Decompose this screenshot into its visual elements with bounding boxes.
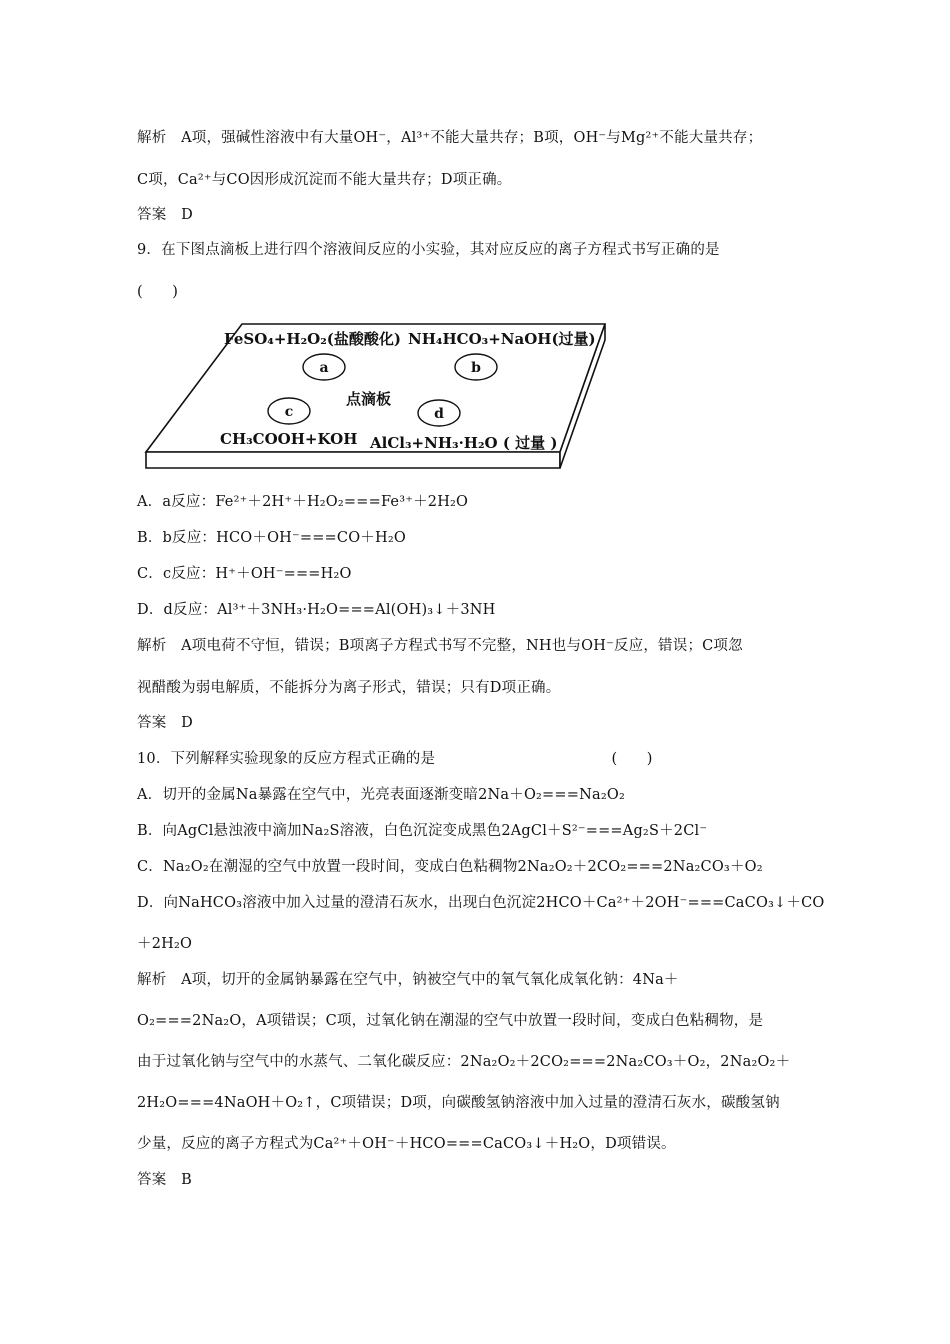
well-a-label: a xyxy=(319,360,329,376)
line-9: D．d反应：Al³⁺＋3NH₃·H₂O===Al(OH)₃↓＋3NH xyxy=(137,602,496,618)
line-16: C．Na₂O₂在潮湿的空气中放置一段时间，变成白色粘稠物2Na₂O₂＋2CO₂===2Na₂CO₃＋O₂ xyxy=(137,859,763,875)
line-5: ( ) xyxy=(137,284,179,300)
label-center: 点滴板 xyxy=(346,390,392,408)
line-15: B．向AgCl悬浊液中滴加Na₂S溶液，白色沉淀变成黑色2AgCl＋S²⁻===Ag₂S＋2Cl⁻ xyxy=(137,823,708,839)
line-11: 视醋酸为弱电解质，不能拆分为离子形式，错误；只有D项正确。 xyxy=(137,680,561,696)
label-top-right: NH₄HCO₃+NaOH(过量) xyxy=(408,330,596,348)
line-3: 答案 D xyxy=(137,207,193,223)
line-12: 答案 D xyxy=(137,715,193,731)
line-8: C．c反应：H⁺＋OH⁻===H₂O xyxy=(137,566,352,582)
line-7: B．b反应：HCO＋OH⁻===CO＋H₂O xyxy=(137,530,406,546)
line-14: A．切开的金属Na暴露在空气中，光亮表面逐渐变暗2Na＋O₂===Na₂O₂ xyxy=(137,787,625,803)
line-4: 9．在下图点滴板上进行四个溶液间反应的小实验，其对应反应的离子方程式书写正确的是 xyxy=(137,242,720,258)
line-18: ＋2H₂O xyxy=(137,936,193,952)
well-c-label: c xyxy=(284,404,294,420)
label-bottom-left: CH₃COOH+KOH xyxy=(220,430,358,448)
line-23: 少量，反应的离子方程式为Ca²⁺＋OH⁻＋HCO===CaCO₃↓＋H₂O，D项错误。 xyxy=(137,1136,676,1152)
line-22: 2H₂O===4NaOH＋O₂↑，C项错误；D项，向碳酸氢钠溶液中加入过量的澄清石灰水，碳酸氢钠 xyxy=(137,1095,780,1111)
spot-plate-figure xyxy=(140,312,610,474)
plate-front-edge xyxy=(146,452,560,468)
well-b-label: b xyxy=(471,360,481,376)
label-top-left: FeSO₄+H₂O₂(盐酸酸化) xyxy=(224,330,401,348)
well-d-label: d xyxy=(434,406,444,422)
line-1: 解析 A项，强碱性溶液中有大量OH⁻，Al³⁺不能大量共存；B项，OH⁻与Mg²⁺不能大量共存； xyxy=(137,130,763,146)
line-24: 答案 B xyxy=(137,1172,192,1188)
line-20: O₂===2Na₂O，A项错误；C项，过氧化钠在潮湿的空气中放置一段时间，变成白色粘稠物，是 xyxy=(137,1013,764,1029)
label-bottom-right: AlCl₃+NH₃·H₂O ( 过量 ) xyxy=(370,434,558,452)
line-13: 10．下列解释实验现象的反应方程式正确的是 ( ) xyxy=(137,751,653,767)
spot-plate-diagram xyxy=(140,312,610,474)
line-19: 解析 A项，切开的金属钠暴露在空气中，钠被空气中的氧气氧化成氧化钠：4Na＋ xyxy=(137,972,679,988)
line-2: C项，Ca²⁺与CO因形成沉淀而不能大量共存；D项正确。 xyxy=(137,172,512,188)
line-10: 解析 A项电荷不守恒，错误；B项离子方程式书写不完整，NH也与OH⁻反应，错误；C项忽 xyxy=(137,638,743,654)
line-17: D．向NaHCO₃溶液中加入过量的澄清石灰水，出现白色沉淀2HCO＋Ca²⁺＋2OH⁻===CaCO₃↓＋CO xyxy=(137,895,825,911)
line-6: A．a反应：Fe²⁺＋2H⁺＋H₂O₂===Fe³⁺＋2H₂O xyxy=(137,494,469,510)
line-21: 由于过氧化钠与空气中的水蒸气、二氧化碳反应：2Na₂O₂＋2CO₂===2Na₂CO₃＋O₂，2Na₂O₂＋ xyxy=(137,1054,791,1070)
